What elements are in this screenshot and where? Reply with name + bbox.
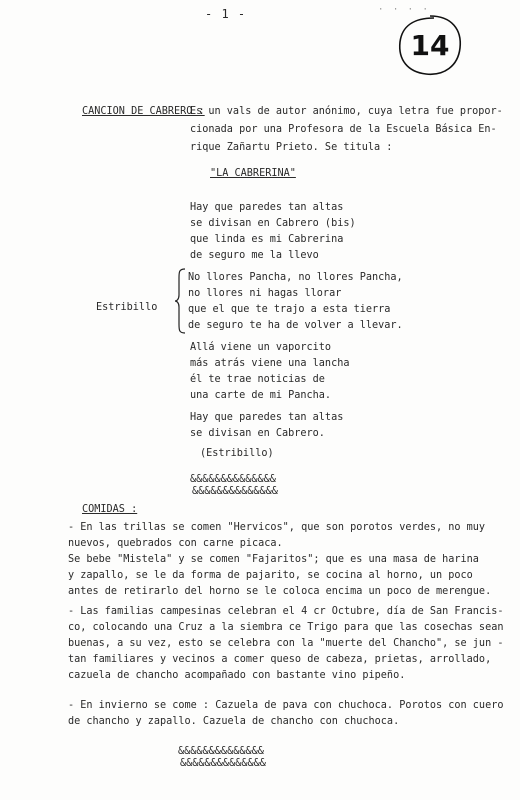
verse-line: Hay que paredes tan altas [190,202,344,213]
comidas-line: - Las familias campesinas celebran el 4 cr Octubre, día de San Francis- [68,606,504,617]
comidas-line: y zapallo, se le da forma de pajarito, se cocina al horno, un poco [68,570,473,581]
corner-mark: · · · · [378,5,430,15]
separator-line: &&&&&&&&&&&&&& [180,758,266,769]
curly-brace-icon [174,268,186,334]
estribillo-line: no llores ni hagas llorar [188,288,342,299]
verse-line: Allá viene un vaporcito [190,342,332,353]
estribillo-line: de seguro te ha de volver a llevar. [188,320,403,331]
estribillo-line: que el que te trajo a esta tierra [188,304,391,315]
intro-line: cionada por una Profesora de la Escuela Básica En- [190,124,497,135]
comidas-line: - En las trillas se comen "Hervicos", que son porotos verdes, no muy [68,522,486,533]
comidas-line: co, colocando una Cruz a la siembra ce Trigo para que las cosechas sean [68,622,504,633]
verse-line: se divisan en Cabrero (bis) [190,218,356,229]
separator-line: &&&&&&&&&&&&&& [190,474,276,485]
song-title: "LA CABRERINA" [210,168,296,179]
estribillo-line: No llores Pancha, no llores Pancha, [188,272,403,283]
verse-line: que linda es mi Cabrerina [190,234,344,245]
intro-line: rique Zañartu Prieto. Se titula : [190,142,393,153]
estribillo-note: (Estribillo) [200,448,274,459]
verse-line: una carte de mi Pancha. [190,390,332,401]
verse-line: más atrás viene una lancha [190,358,350,369]
page-number: - 1 - [205,7,247,21]
comidas-line: cazuela de chancho acompañado con bastante vino pipeño. [68,670,406,681]
comidas-line: de chancho y zapallo. Cazuela de chancho con chuchoca. [68,716,400,727]
verse-line: él te trae noticias de [190,374,325,385]
comidas-line: nuevos, quebrados con carne picaca. [68,538,283,549]
intro-line: Es un vals de autor anónimo, cuya letra fue propor- [190,106,503,117]
handwritten-number-text: 14 [410,29,450,62]
comidas-line: - En invierno se come : Cazuela de pava con chuchoca. Porotos con cuero [68,700,504,711]
verse-line: se divisan en Cabrero. [190,428,325,439]
verse-line: Hay que paredes tan altas [190,412,344,423]
comidas-line: buenas, a su vez, esto se celebra con la "muerte del Chancho", se jun - [68,638,504,649]
comidas-line: Se bebe "Mistela" y se comen "Fajaritos"; que es una masa de harina [68,554,479,565]
section-heading-cancion: CANCION DE CABRERO : [82,106,205,117]
estribillo-label: Estribillo [96,302,158,313]
comidas-line: tan familiares y vecinos a comer queso de cabeza, prietas, arrollado, [68,654,492,665]
comidas-line: antes de retirarlo del horno se le coloca encima un poco de merengue. [68,586,492,597]
separator-line: &&&&&&&&&&&&&& [178,746,264,757]
separator-line: &&&&&&&&&&&&&& [192,486,278,497]
section-heading-comidas: COMIDAS : [82,504,138,515]
verse-line: de seguro me la llevo [190,250,319,261]
handwritten-page-number [402,22,458,70]
